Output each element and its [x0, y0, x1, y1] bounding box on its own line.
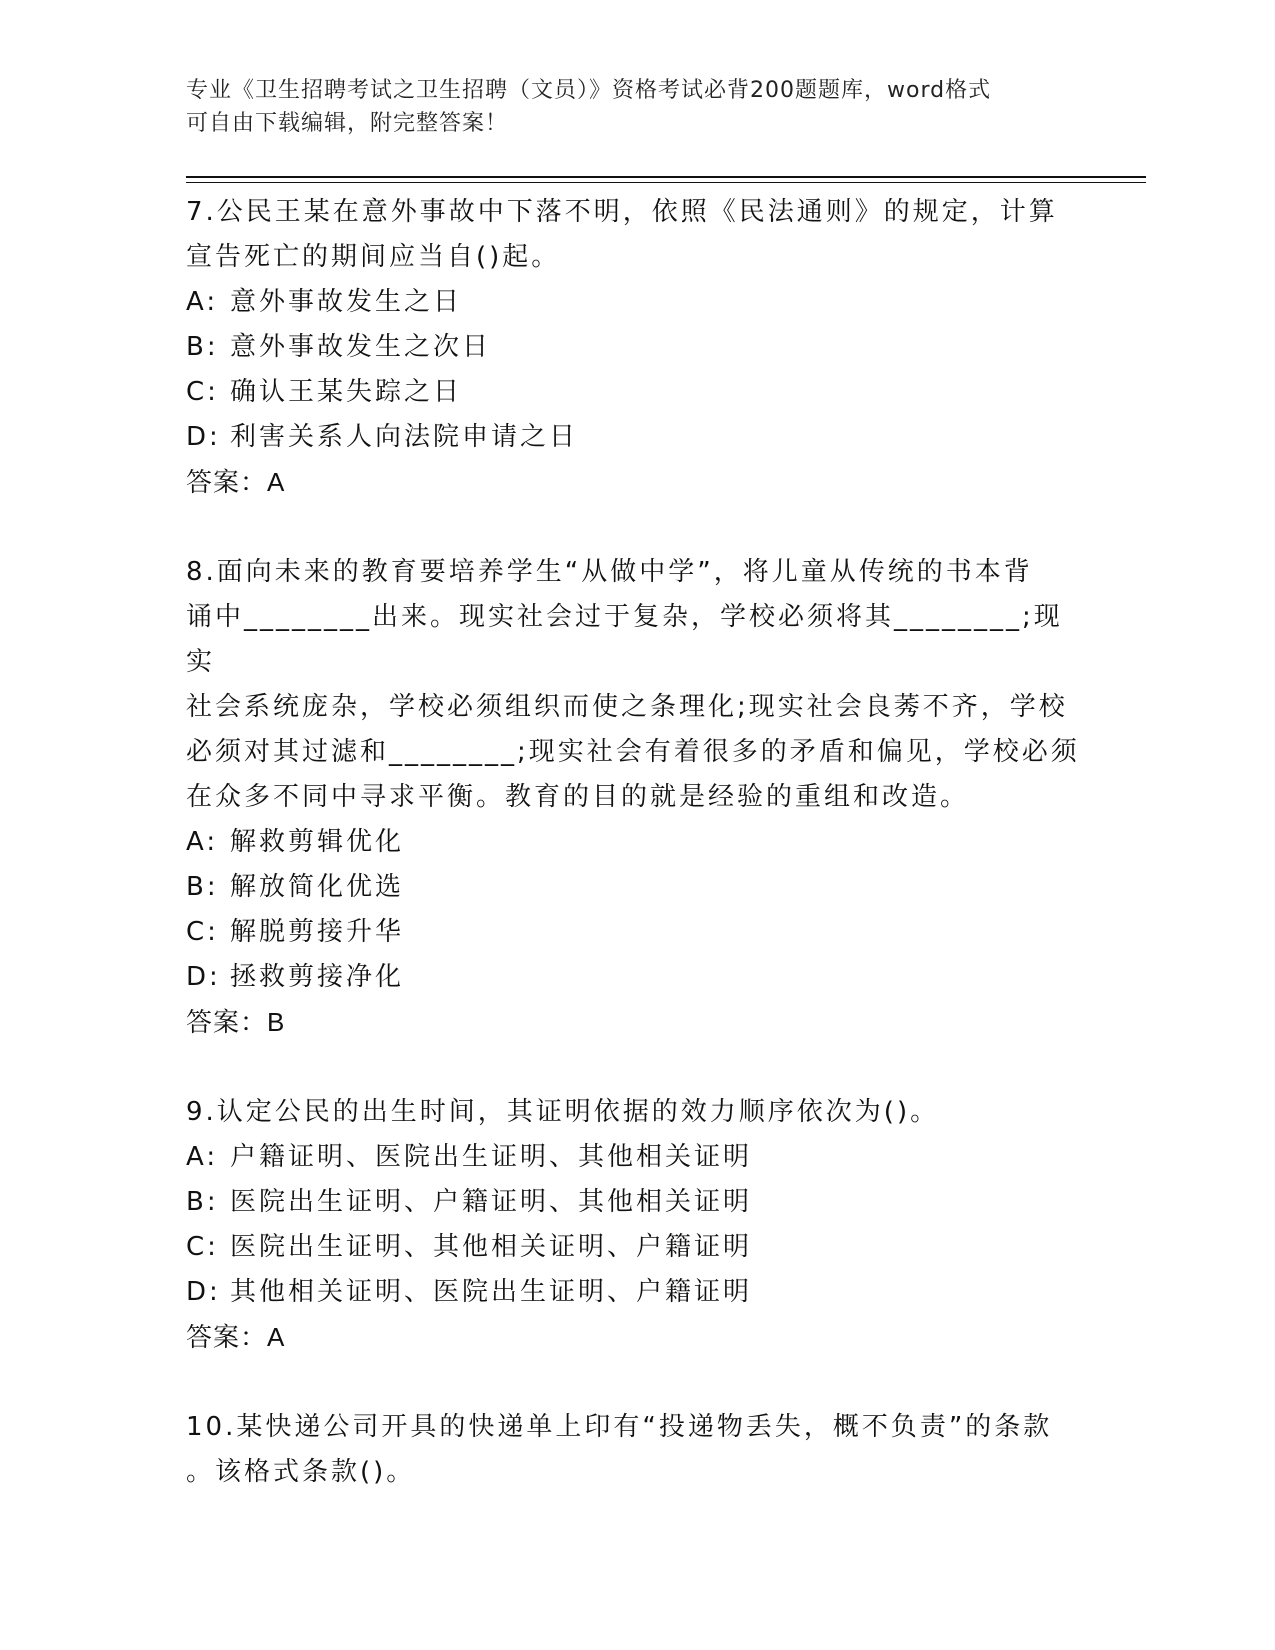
option-key: D:: [186, 1277, 221, 1307]
option-key: A:: [186, 287, 219, 317]
answer-label: 答案：A: [186, 467, 286, 497]
question-list: [186, 190, 1086, 1495]
document-header: [186, 74, 1066, 140]
question-stem-line: 社会系统庞杂，学校必须组织而使之条理化;现实社会良莠不齐，学校: [186, 692, 1068, 722]
option-text: 户籍证明、医院出生证明、其他相关证明: [230, 1142, 753, 1172]
answer-option: [186, 415, 1086, 460]
option-key: A:: [186, 1142, 219, 1172]
question-7: [186, 190, 1086, 505]
question-stem-line: 8.面向未来的教育要培养学生“从做中学”，将儿童从传统的书本背: [186, 557, 1033, 587]
answer-label: 答案：B: [186, 1007, 286, 1037]
option-text: 确认王某失踪之日: [230, 377, 463, 407]
answer-label: 答案：A: [186, 1322, 286, 1352]
question-stem-line: 宣告死亡的期间应当自()起。: [186, 242, 561, 272]
option-text: 解脱剪接升华: [230, 917, 405, 947]
option-text: 意外事故发生之日: [230, 287, 463, 317]
question-8: [186, 550, 1086, 1045]
option-text: 拯救剪接净化: [230, 962, 405, 992]
header-rule-thick: [186, 176, 1146, 178]
answer-option: [186, 1135, 1086, 1180]
question-10: [186, 1405, 1086, 1495]
option-text: 医院出生证明、其他相关证明、户籍证明: [230, 1232, 753, 1262]
answer-option: [186, 820, 1086, 865]
option-text: 解救剪辑优化: [230, 827, 405, 857]
option-key: D:: [186, 962, 221, 992]
option-text: 医院出生证明、户籍证明、其他相关证明: [230, 1187, 753, 1217]
header-line-1: 专业《卫生招聘考试之卫生招聘（文员）》资格考试必背200题题库，word格式: [186, 78, 992, 103]
answer-option: [186, 325, 1086, 370]
option-key: B:: [186, 1187, 219, 1217]
header-rule-thin: [186, 182, 1146, 183]
question-9: [186, 1090, 1086, 1360]
option-text: 解放简化优选: [230, 872, 405, 902]
option-key: C:: [186, 917, 219, 947]
answer-option: [186, 370, 1086, 415]
question-spacer: [186, 505, 1086, 550]
option-text: 意外事故发生之次日: [230, 332, 492, 362]
question-stem-line: 10.某快递公司开具的快递单上印有“投递物丢失，概不负责”的条款: [186, 1412, 1053, 1442]
option-key: B:: [186, 872, 219, 902]
answer-option: [186, 865, 1086, 910]
option-text: 其他相关证明、医院出生证明、户籍证明: [230, 1277, 753, 1307]
answer-option: [186, 1180, 1086, 1225]
option-key: C:: [186, 377, 219, 407]
option-key: D:: [186, 422, 221, 452]
question-stem-line: 7.公民王某在意外事故中下落不明，依照《民法通则》的规定，计算: [186, 197, 1058, 227]
question-stem-line: 必须对其过滤和________;现实社会有着很多的矛盾和偏见，学校必须: [186, 737, 1080, 767]
question-stem-line: 。该格式条款()。: [186, 1457, 416, 1487]
question-stem-line: 诵中________出来。现实社会过于复杂，学校必须将其________;现实: [186, 602, 1063, 677]
option-key: B:: [186, 332, 219, 362]
option-key: A:: [186, 827, 219, 857]
answer-option: [186, 910, 1086, 955]
question-spacer: [186, 1360, 1086, 1405]
question-spacer: [186, 1045, 1086, 1090]
answer-option: [186, 1225, 1086, 1270]
option-key: C:: [186, 1232, 219, 1262]
answer-option: [186, 1270, 1086, 1315]
question-stem-line: 9.认定公民的出生时间，其证明依据的效力顺序依次为()。: [186, 1097, 940, 1127]
answer-option: [186, 955, 1086, 1000]
option-text: 利害关系人向法院申请之日: [230, 422, 579, 452]
question-stem-line: 在众多不同中寻求平衡。教育的目的就是经验的重组和改造。: [186, 782, 970, 812]
header-line-2: 可自由下载编辑，附完整答案！: [186, 111, 509, 136]
answer-option: [186, 280, 1086, 325]
